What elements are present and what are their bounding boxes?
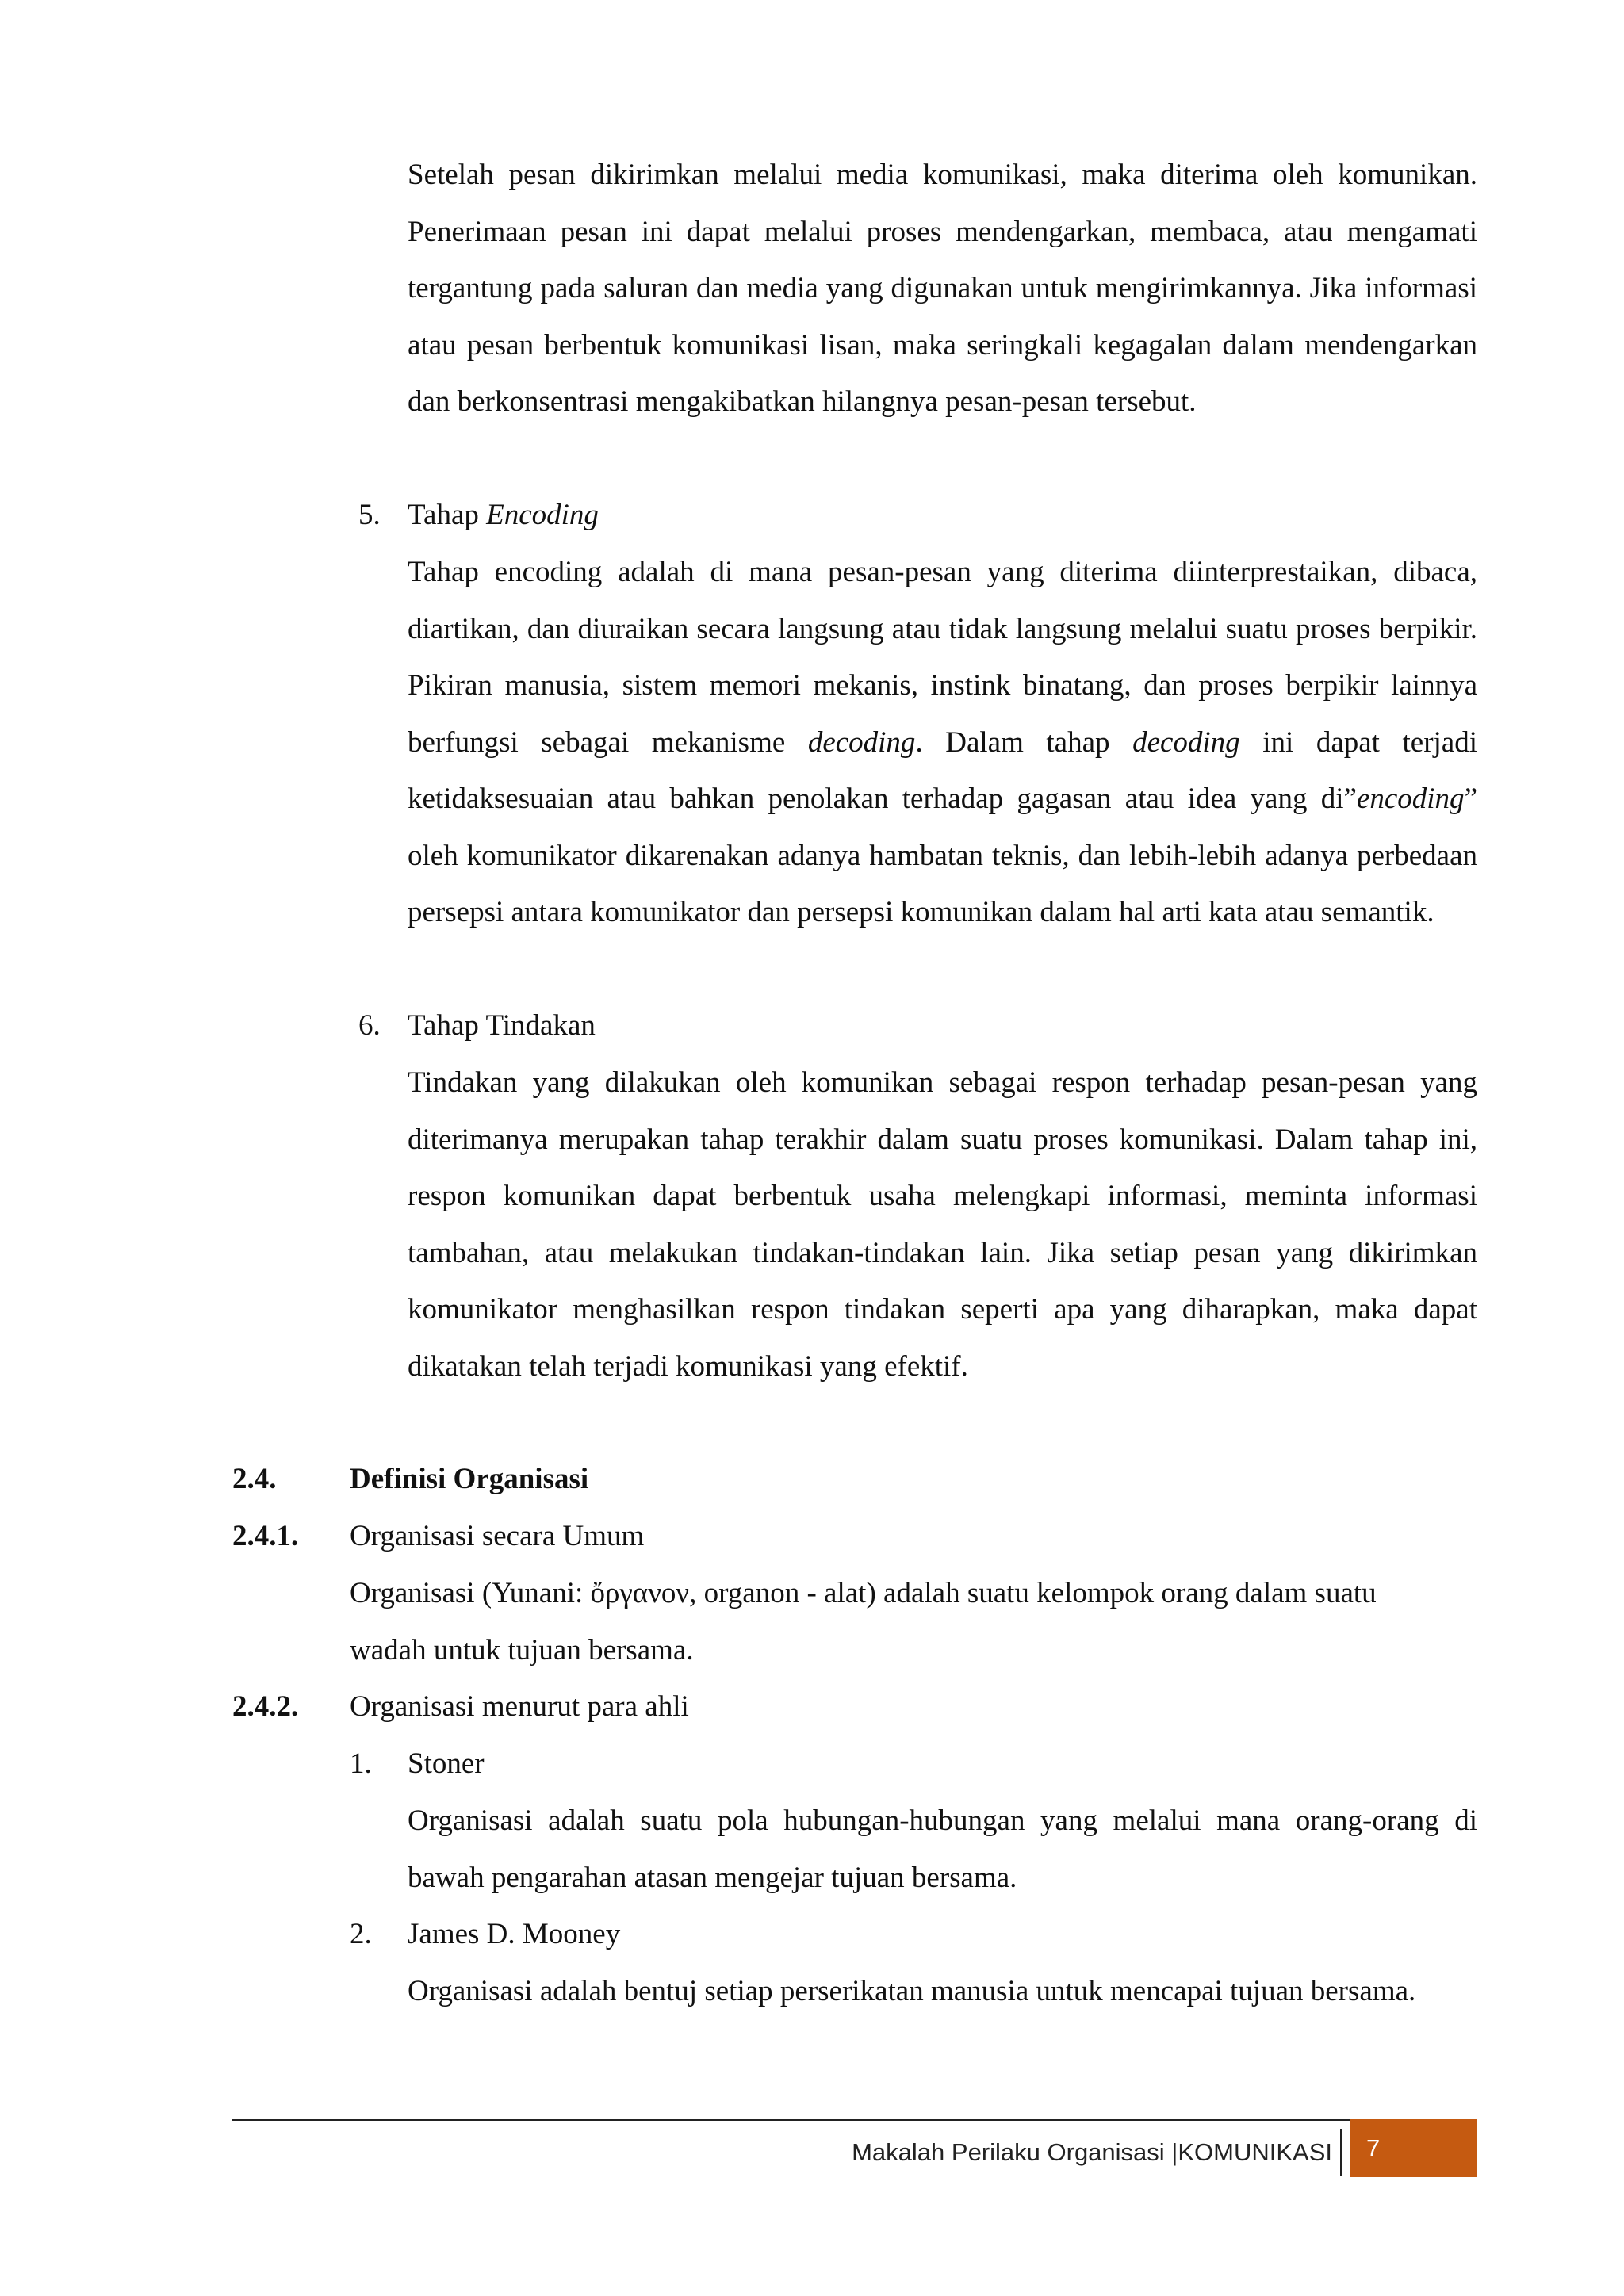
footer-title: Makalah Perilaku Organisasi |KOMUNIKASI bbox=[852, 2138, 1332, 2166]
step-5-paragraph bbox=[408, 544, 1477, 941]
section-2-4-number: 2.4. bbox=[232, 1463, 277, 1495]
step-5-title-italic: Encoding bbox=[486, 499, 599, 531]
step-5-italic-2: decoding bbox=[1132, 725, 1240, 759]
section-2-4-1-paragraph: Organisasi (Yunani: ὄργανον, organon - alat) adalah suatu kelompok orang dalam suatu wadah untuk tujuan bersama. bbox=[350, 1577, 1377, 1667]
expert-2-paragraph: Organisasi adalah bentuj setiap perserikatan manusia untuk mencapai tujuan bersama. bbox=[408, 1975, 1416, 2007]
expert-1-name: Stoner bbox=[408, 1747, 485, 1780]
expert-1-paragraph: Organisasi adalah suatu pola hubungan-hubungan yang melalui mana orang-orang di bawah pengarahan atasan mengejar tujuan bersama. bbox=[408, 1804, 1477, 1894]
footer-separator bbox=[1340, 2129, 1342, 2176]
section-2-4-1-number: 2.4.1. bbox=[232, 1520, 299, 1552]
section-2-4-2-title: Organisasi menurut para ahli bbox=[350, 1690, 689, 1723]
expert-2-name: James D. Mooney bbox=[408, 1918, 621, 1950]
intro-paragraph: Setelah pesan dikirimkan melalui media komunikasi, maka diterima oleh komunikan. Penerimaan pesan ini dapat melalui proses mendengarkan, membaca, atau mengamati tergantung pada saluran dan media yang digunakan untuk mengirimkannya. Jika informasi atau pesan berbentuk komunikasi lisan, maka seringkali kegagalan dalam mendengarkan dan berkonsentrasi mengakibatkan hilangnya pesan-pesan tersebut. bbox=[408, 159, 1477, 418]
step-6-title: Tahap Tindakan bbox=[408, 1009, 596, 1042]
step-5-text-2: . Dalam tahap bbox=[915, 725, 1133, 759]
expert-2-number: 2. bbox=[350, 1918, 372, 1950]
footer-divider bbox=[232, 2119, 1477, 2121]
step-5-italic-1: decoding bbox=[807, 725, 916, 759]
section-2-4-1-title: Organisasi secara Umum bbox=[350, 1520, 645, 1552]
page-number-badge: 7 bbox=[1350, 2119, 1477, 2177]
step-5-text-3: ini dapat terjadi ketidaksesuaian atau bahkan penolakan terhadap gagasan atau idea yang di” bbox=[408, 725, 1477, 815]
step-5-title bbox=[408, 487, 1477, 544]
section-2-4-2-number: 2.4.2. bbox=[232, 1690, 299, 1723]
step-6-paragraph: Tindakan yang dilakukan oleh komunikan sebagai respon terhadap pesan-pesan yang diterimanya merupakan tahap terakhir dalam suatu proses komunikasi. Dalam tahap ini, respon komunikan dapat berbentuk usaha melengkapi informasi, meminta informasi tambahan, atau melakukan tindakan-tindakan lain. Jika setiap pesan yang dikirimkan komunikator menghasilkan respon tindakan seperti apa yang diharapkan, maka dapat dikatakan telah terjadi komunikasi yang efektif. bbox=[408, 1066, 1477, 1383]
step-5-title-prefix: Tahap bbox=[408, 499, 487, 531]
expert-1-number: 1. bbox=[350, 1747, 372, 1780]
step-5-text-4: ” oleh komunikator dikarenakan adanya hambatan teknis, dan lebih-lebih adanya perbedaan persepsi antara komunikator dan persepsi komunikan dalam hal arti kata atau semantik. bbox=[408, 783, 1477, 928]
step-5-number: 5. bbox=[358, 499, 381, 531]
step-5-italic-3: encoding bbox=[1356, 783, 1465, 815]
section-2-4-title: Definisi Organisasi bbox=[350, 1463, 589, 1495]
step-6-number: 6. bbox=[358, 1009, 381, 1042]
step-5-text-1: Tahap encoding adalah di mana pesan-pesan yang diterima diinterprestaikan, dibaca, diartikan, dan diuraikan secara langsung atau tidak langsung melalui suatu proses berpikir. Pikiran manusia, sistem memori mekanis, instink binatang, dan proses berpikir lainnya berfungsi sebagai mekanisme bbox=[408, 556, 1477, 759]
